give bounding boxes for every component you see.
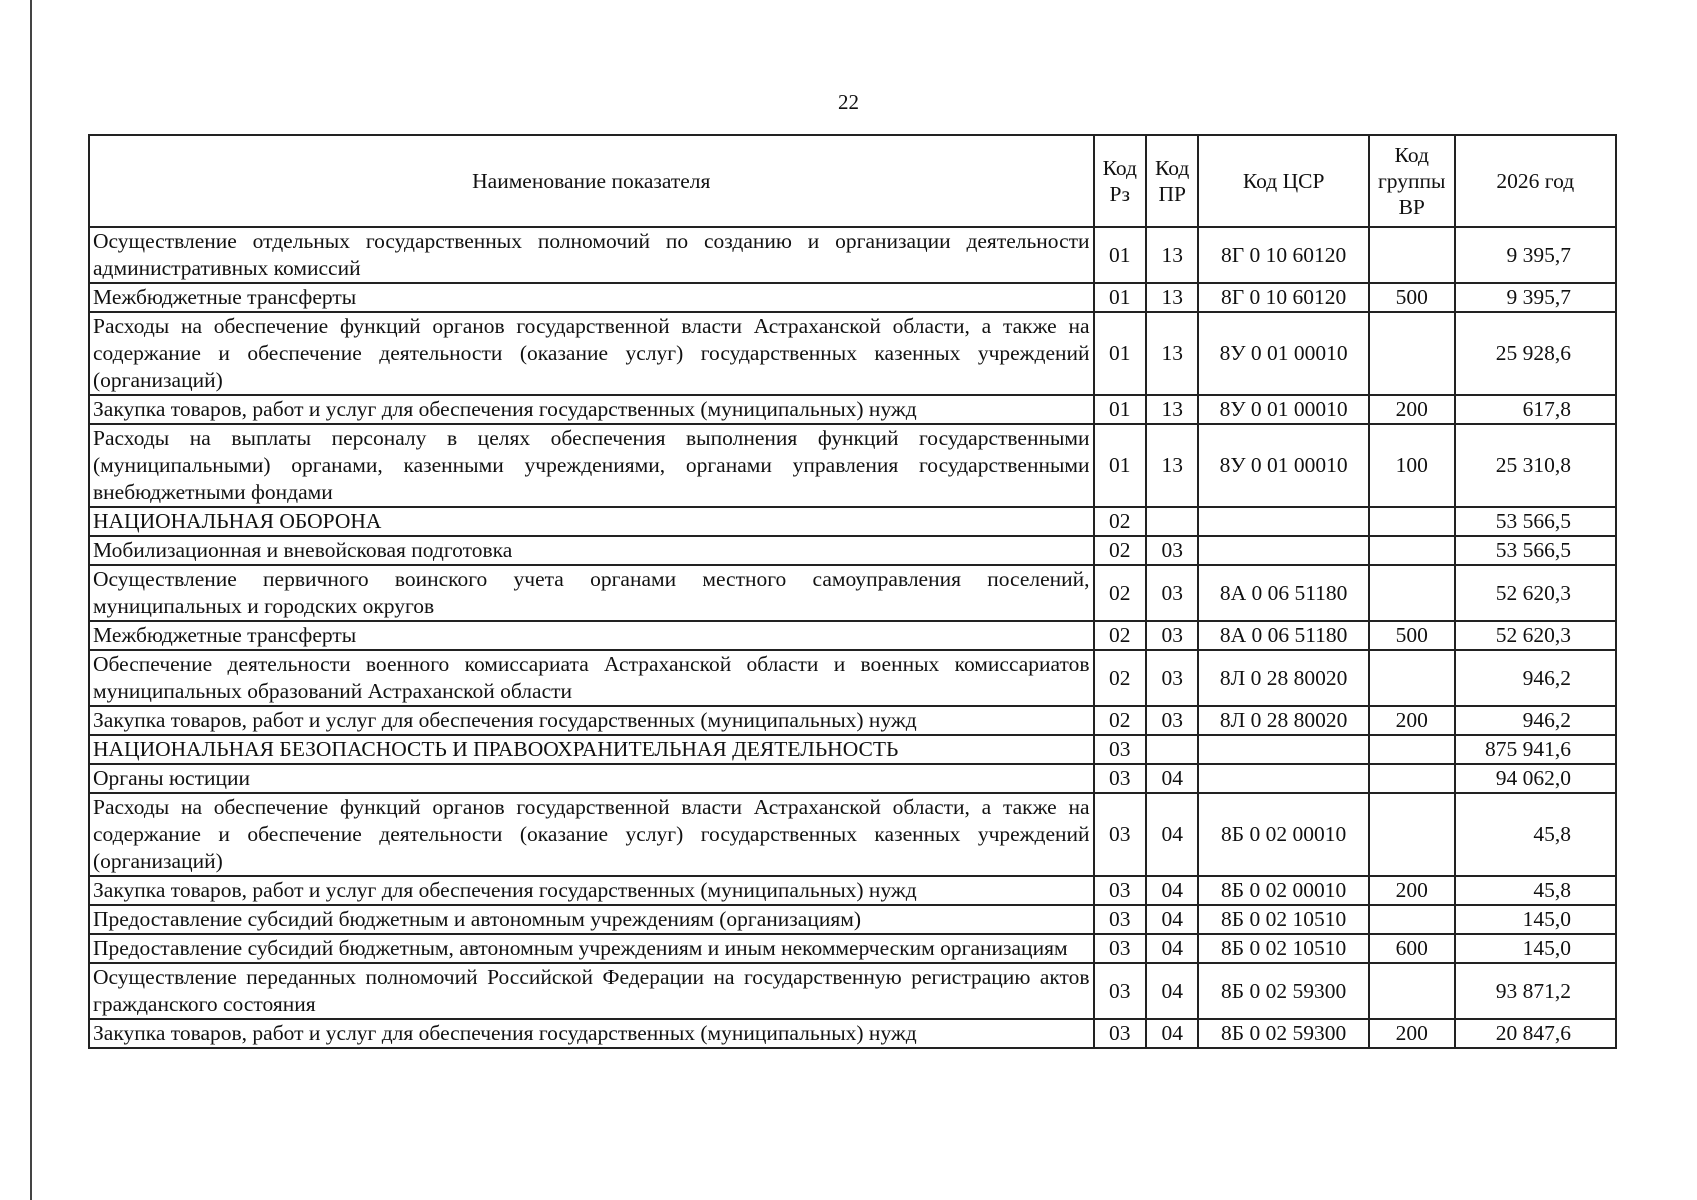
row-vr: 200 [1369,395,1455,424]
row-name: Расходы на выплаты персоналу в целях обеспечения выполнения функций государственными (муниципальными) органами, казенными учреждениями, органами управления государственными внебюджетными фондами [89,424,1094,507]
page-number: 22 [838,90,859,114]
row-amount: 875 941,6 [1455,735,1616,764]
row-vr [1369,764,1455,793]
table-row [89,312,1616,395]
row-name: Закупка товаров, работ и услуг для обеспечения государственных (муниципальных) нужд [89,706,1094,735]
row-name: Расходы на обеспечение функций органов государственной власти Астраханской области, а также на содержание и обеспечение деятельности (оказание услуг) государственных казенных учреждений (организаций) [89,793,1094,876]
row-csr: 8Г 0 10 60120 [1198,227,1368,283]
row-rz: 01 [1094,312,1146,395]
row-pr: 03 [1146,621,1198,650]
row-name: Осуществление отдельных государственных полномочий по созданию и организации деятельности административных комиссий [89,227,1094,283]
header-pr: Код ПР [1146,135,1198,227]
row-pr: 04 [1146,905,1198,934]
row-name: Обеспечение деятельности военного комиссариата Астраханской области и военных комиссариатов муниципальных образований Астраханской области [89,650,1094,706]
row-rz: 02 [1094,650,1146,706]
row-name: Закупка товаров, работ и услуг для обеспечения государственных (муниципальных) нужд [89,1019,1094,1048]
row-vr: 100 [1369,424,1455,507]
row-rz: 03 [1094,934,1146,963]
row-csr [1198,507,1368,536]
row-vr: 600 [1369,934,1455,963]
row-pr: 04 [1146,876,1198,905]
row-vr: 500 [1369,621,1455,650]
row-pr: 04 [1146,934,1198,963]
header-csr: Код ЦСР [1198,135,1368,227]
table-row [89,227,1616,283]
row-csr: 8Б 0 02 59300 [1198,963,1368,1019]
row-vr: 200 [1369,876,1455,905]
table-row [89,283,1616,312]
row-amount: 145,0 [1455,905,1616,934]
table-row [89,395,1616,424]
row-csr: 8А 0 06 51180 [1198,621,1368,650]
row-rz: 03 [1094,793,1146,876]
row-pr: 13 [1146,283,1198,312]
row-vr [1369,793,1455,876]
row-amount: 25 310,8 [1455,424,1616,507]
row-amount: 53 566,5 [1455,507,1616,536]
row-name: Предоставление субсидий бюджетным, автономным учреждениям и иным некоммерческим организациям [89,934,1094,963]
row-rz: 03 [1094,963,1146,1019]
row-name: Закупка товаров, работ и услуг для обеспечения государственных (муниципальных) нужд [89,395,1094,424]
row-rz: 01 [1094,424,1146,507]
row-csr [1198,735,1368,764]
row-amount: 617,8 [1455,395,1616,424]
row-name: Межбюджетные трансферты [89,283,1094,312]
header-name: Наименование показателя [89,135,1094,227]
row-pr: 04 [1146,963,1198,1019]
table-row [89,1019,1616,1048]
table-row [89,536,1616,565]
table-row [89,934,1616,963]
row-pr [1146,735,1198,764]
row-amount: 45,8 [1455,793,1616,876]
row-amount: 9 395,7 [1455,283,1616,312]
row-pr: 03 [1146,536,1198,565]
row-amount: 145,0 [1455,934,1616,963]
table-row [89,706,1616,735]
row-pr: 13 [1146,312,1198,395]
table-row [89,565,1616,621]
row-csr: 8У 0 01 00010 [1198,395,1368,424]
row-vr [1369,963,1455,1019]
row-amount: 53 566,5 [1455,536,1616,565]
row-rz: 01 [1094,227,1146,283]
row-pr: 13 [1146,424,1198,507]
row-name: Расходы на обеспечение функций органов государственной власти Астраханской области, а также на содержание и обеспечение деятельности (оказание услуг) государственных казенных учреждений (организаций) [89,312,1094,395]
row-rz: 02 [1094,536,1146,565]
row-rz: 03 [1094,764,1146,793]
row-csr: 8Б 0 02 10510 [1198,905,1368,934]
table-row [89,876,1616,905]
row-pr: 03 [1146,565,1198,621]
row-amount: 25 928,6 [1455,312,1616,395]
row-amount: 946,2 [1455,706,1616,735]
row-csr: 8Б 0 02 10510 [1198,934,1368,963]
row-name: Закупка товаров, работ и услуг для обеспечения государственных (муниципальных) нужд [89,876,1094,905]
row-name: Предоставление субсидий бюджетным и автономным учреждениям (организациям) [89,905,1094,934]
row-csr [1198,536,1368,565]
row-vr [1369,650,1455,706]
budget-table [88,134,1617,1049]
row-vr: 200 [1369,1019,1455,1048]
row-amount: 93 871,2 [1455,963,1616,1019]
row-name: Осуществление первичного воинского учета органами местного самоуправления поселений, муниципальных и городских округов [89,565,1094,621]
row-csr: 8У 0 01 00010 [1198,424,1368,507]
row-amount: 52 620,3 [1455,565,1616,621]
row-vr: 500 [1369,283,1455,312]
row-pr: 03 [1146,706,1198,735]
row-rz: 01 [1094,283,1146,312]
row-rz: 01 [1094,395,1146,424]
table-row [89,963,1616,1019]
table-row [89,764,1616,793]
table-row [89,905,1616,934]
table-row [89,650,1616,706]
row-rz: 03 [1094,1019,1146,1048]
row-name: НАЦИОНАЛЬНАЯ БЕЗОПАСНОСТЬ И ПРАВООХРАНИТЕЛЬНАЯ ДЕЯТЕЛЬНОСТЬ [89,735,1094,764]
table-row [89,424,1616,507]
row-vr [1369,565,1455,621]
row-pr: 13 [1146,227,1198,283]
row-vr [1369,312,1455,395]
row-vr [1369,507,1455,536]
row-pr: 04 [1146,1019,1198,1048]
table-row [89,621,1616,650]
row-name: НАЦИОНАЛЬНАЯ ОБОРОНА [89,507,1094,536]
row-pr: 04 [1146,793,1198,876]
table-row [89,507,1616,536]
row-amount: 946,2 [1455,650,1616,706]
left-margin-line [30,0,32,1200]
row-rz: 02 [1094,507,1146,536]
row-amount: 9 395,7 [1455,227,1616,283]
table-row [89,735,1616,764]
header-rz: Код Рз [1094,135,1146,227]
table-body [89,227,1616,1048]
row-vr: 200 [1369,706,1455,735]
row-name: Мобилизационная и вневойсковая подготовка [89,536,1094,565]
row-rz: 02 [1094,706,1146,735]
row-csr: 8Л 0 28 80020 [1198,650,1368,706]
row-pr: 04 [1146,764,1198,793]
row-rz: 03 [1094,876,1146,905]
row-rz: 03 [1094,905,1146,934]
row-name: Органы юстиции [89,764,1094,793]
row-vr [1369,905,1455,934]
row-vr [1369,227,1455,283]
table-header-row [89,135,1616,227]
row-name: Осуществление переданных полномочий Российской Федерации на государственную регистрацию актов гражданского состояния [89,963,1094,1019]
row-csr: 8Б 0 02 00010 [1198,876,1368,905]
row-rz: 03 [1094,735,1146,764]
row-csr: 8У 0 01 00010 [1198,312,1368,395]
row-csr: 8Л 0 28 80020 [1198,706,1368,735]
row-pr: 13 [1146,395,1198,424]
row-vr [1369,536,1455,565]
row-csr [1198,764,1368,793]
row-csr: 8А 0 06 51180 [1198,565,1368,621]
row-amount: 45,8 [1455,876,1616,905]
row-amount: 52 620,3 [1455,621,1616,650]
row-csr: 8Б 0 02 00010 [1198,793,1368,876]
header-year: 2026 год [1455,135,1616,227]
row-vr [1369,735,1455,764]
header-vr: Код группы ВР [1369,135,1455,227]
row-csr: 8Б 0 02 59300 [1198,1019,1368,1048]
row-csr: 8Г 0 10 60120 [1198,283,1368,312]
row-amount: 94 062,0 [1455,764,1616,793]
row-rz: 02 [1094,621,1146,650]
table-row [89,793,1616,876]
row-pr: 03 [1146,650,1198,706]
row-name: Межбюджетные трансферты [89,621,1094,650]
row-amount: 20 847,6 [1455,1019,1616,1048]
row-rz: 02 [1094,565,1146,621]
row-pr [1146,507,1198,536]
